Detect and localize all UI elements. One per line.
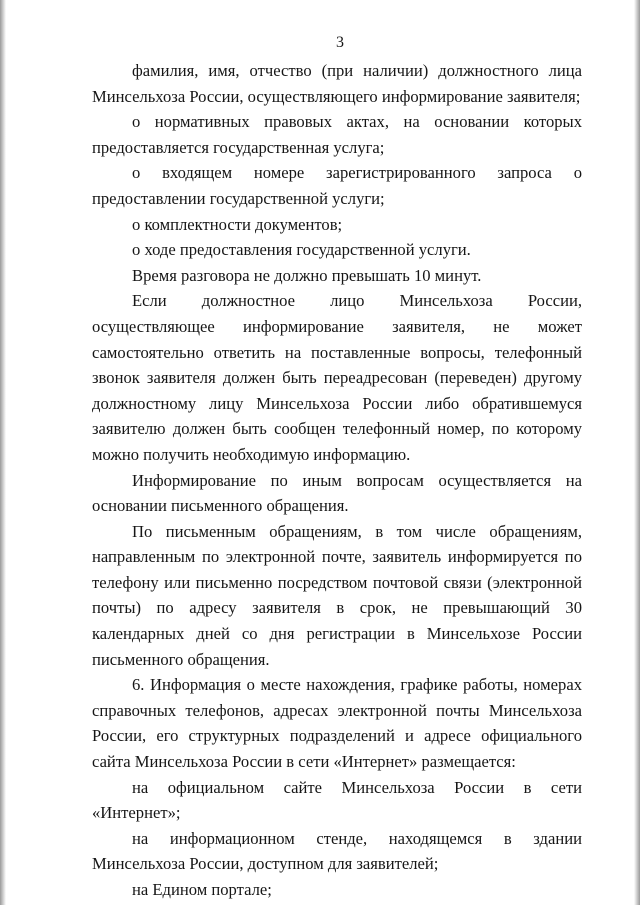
scan-left-edge — [0, 0, 6, 905]
paragraph: Информирование по иным вопросам осуществляется на основании письменного обращения. — [92, 470, 582, 516]
paragraph: на информационном стенде, находящемся в здании Минсельхоза России, доступном для заявителей; — [92, 828, 582, 874]
paragraph: Если должностное лицо Минсельхоза России, осуществляющее информирование заявителя, не может самостоятельно ответить на поставленные вопросы, телефонный звонок заявителя должен быть переадресован (переведен) другому должностному лицу Минсельхоза России либо обратившемуся заявителю должен быть сообщен телефонный номер, по которому можно получить необходимую информацию. — [92, 291, 582, 464]
paragraph: на Едином портале; — [132, 880, 272, 899]
scan-right-edge — [634, 0, 640, 905]
paragraph: о комплектности документов; — [132, 214, 343, 234]
paragraph: 6. Информация о месте нахождения, графике работы, номерах справочных телефонов, адресах электронной почты Минсельхоза России, его структурных подразделений и адресе официального сайта Минсельхоза России в сети «Интернет» размещается: — [92, 675, 582, 772]
paragraph: о нормативных правовых актах, на основании которых предоставляется государственная услуга; — [92, 112, 582, 157]
paragraph: Время разговора не должно превышать 10 минут. — [132, 265, 482, 285]
paragraph: на официальном сайте Минсельхоза России в сети «Интернет»; — [92, 777, 582, 823]
paragraph: о ходе предоставления государственной услуги. — [132, 240, 471, 260]
document-body — [92, 58, 582, 903]
paragraph: о входящем номере зарегистрированного запроса о предоставлении государственной услуги; — [92, 163, 582, 208]
paragraph: По письменным обращениям, в том числе обращениям, направленным по электронной почте, заявитель информируется по телефону или письменно посредством почтовой связи (электронной почты) по адресу заявителя в срок, не превышающий 30 календарных дней со дня регистрации в Минсельхозе России письменного обращения. — [92, 521, 582, 669]
page-number: 3 — [336, 34, 344, 51]
paragraph: фамилия, имя, отчество (при наличии) должностного лица Минсельхоза России, осуществляющего информирование заявителя; — [92, 61, 582, 106]
